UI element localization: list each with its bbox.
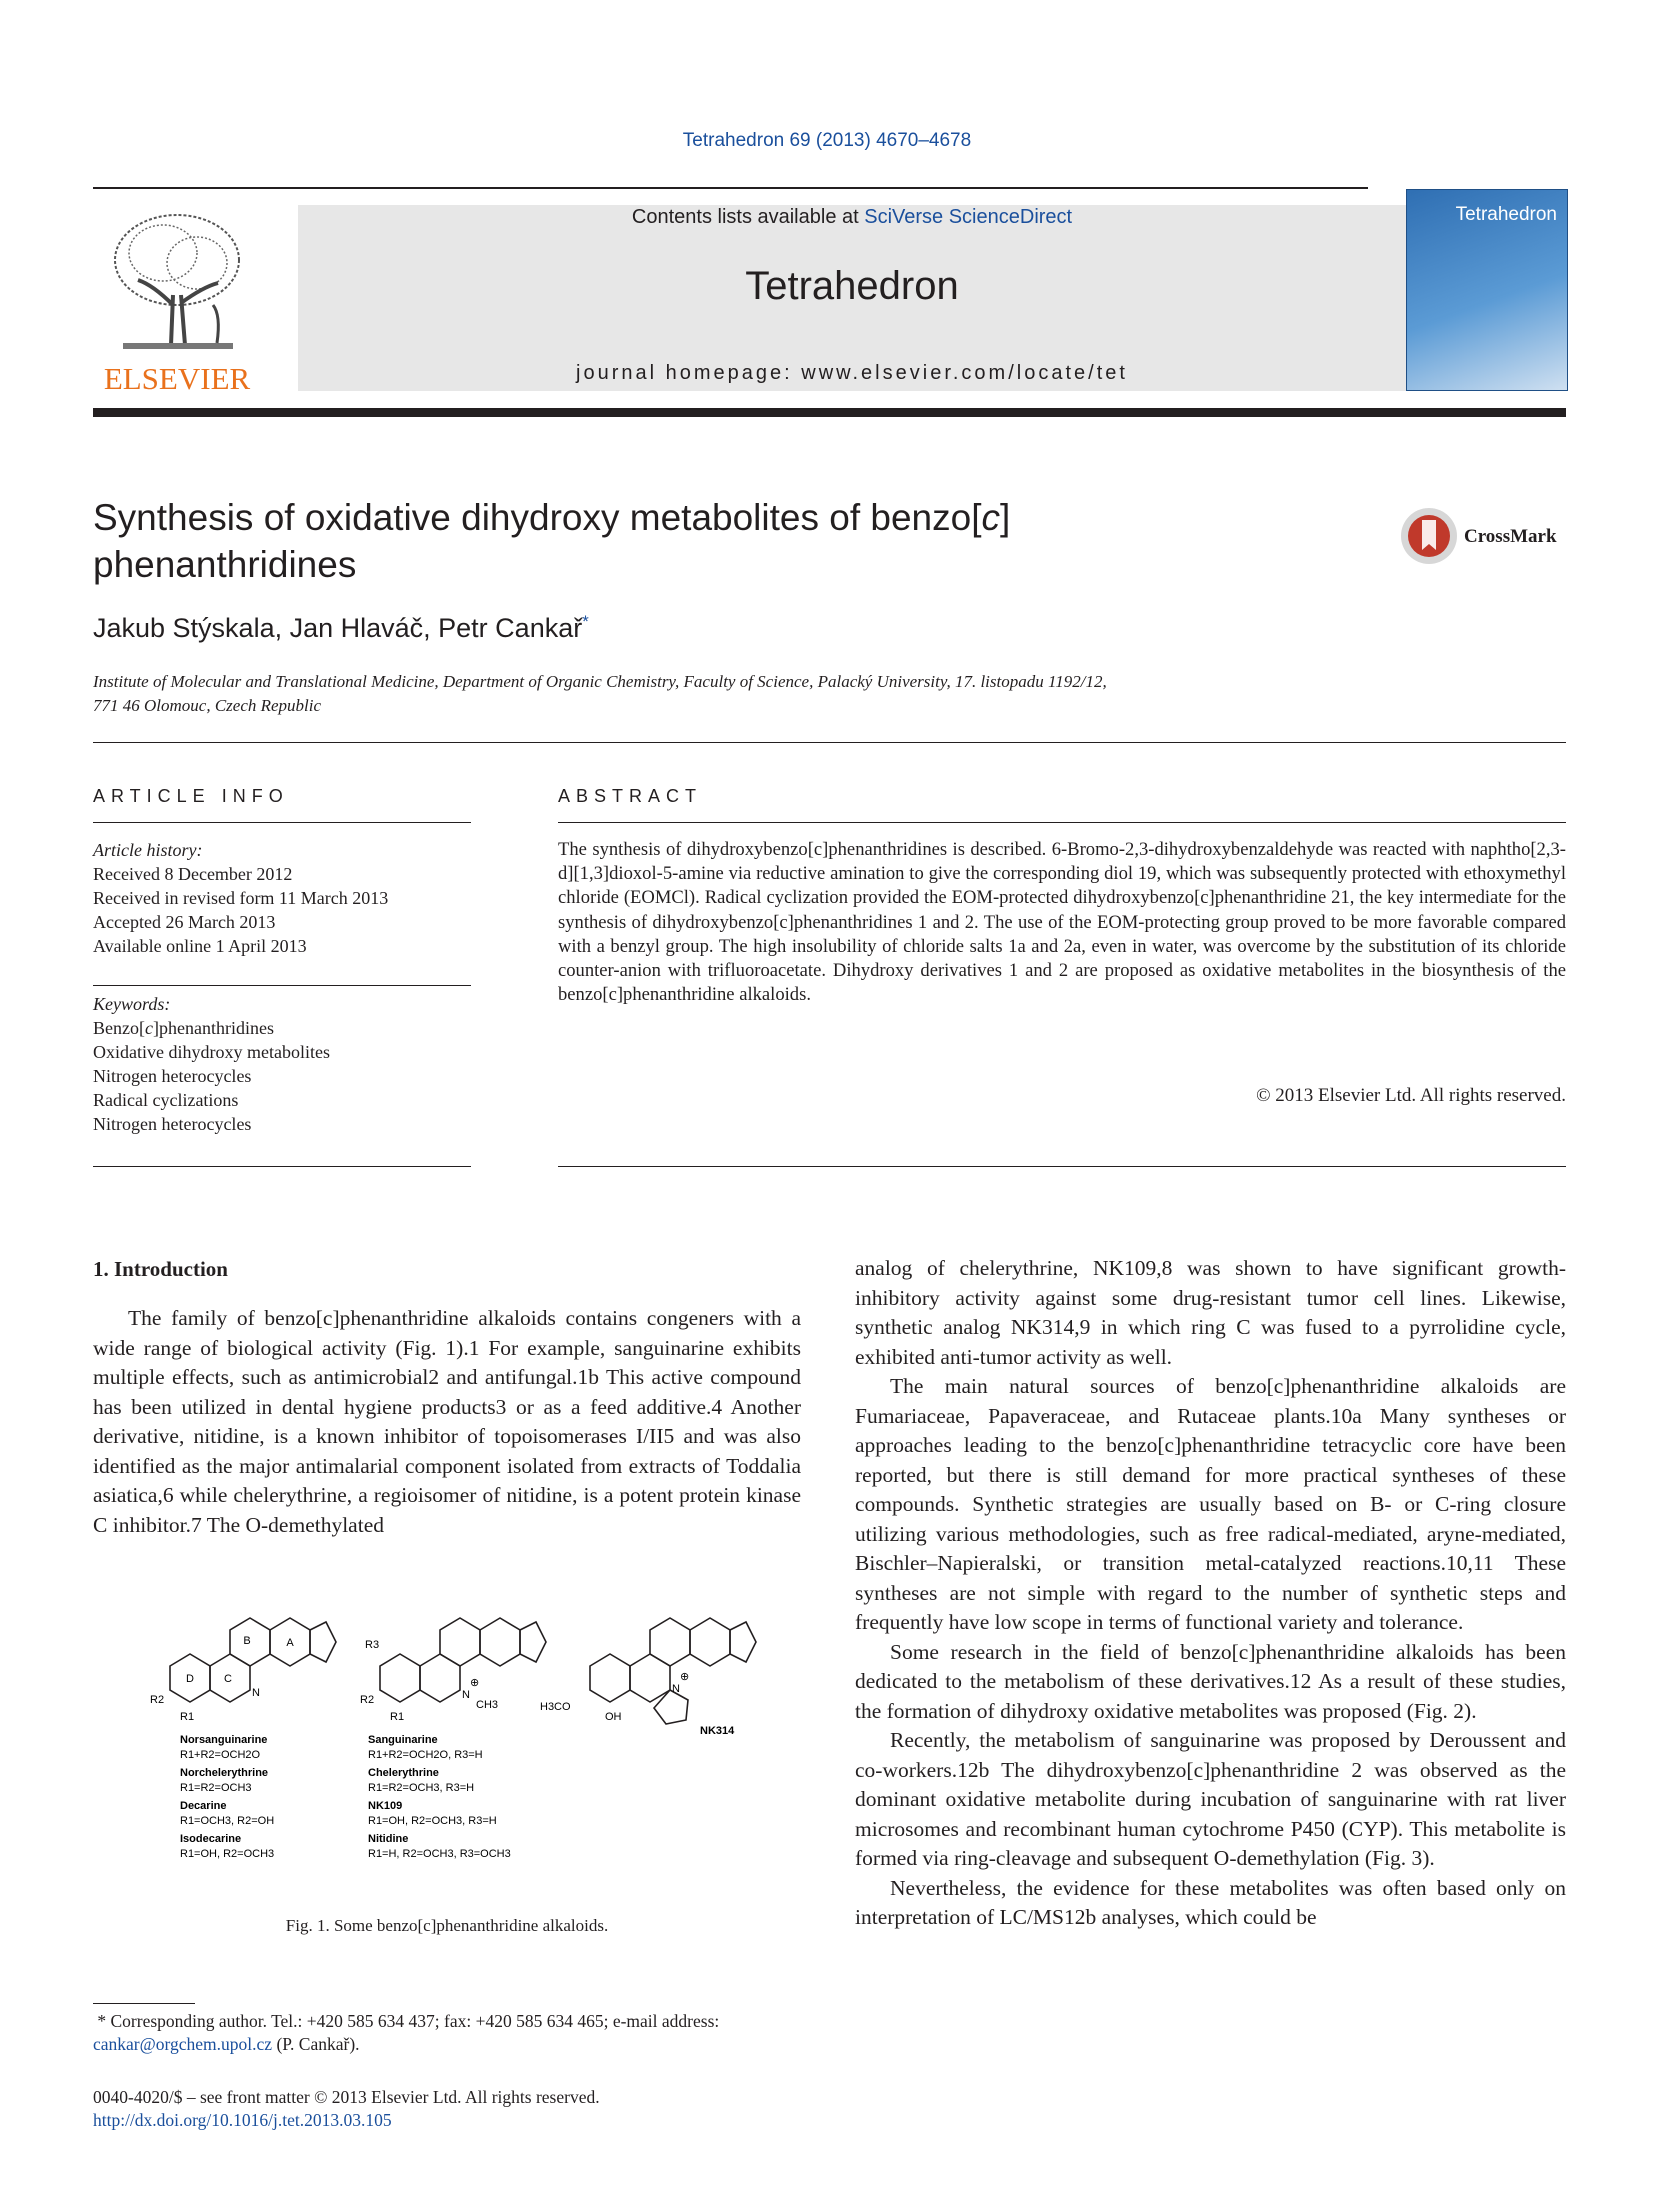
substituent-label: OH [605, 1711, 622, 1723]
compound-list-right [368, 1734, 511, 1860]
charge-label: ⊕ [470, 1677, 480, 1689]
compound-name: Decarine [180, 1800, 227, 1812]
intro-paragraph: analog of chelerythrine, NK109,8 was shown to have significant growth-inhibitory activity against some drug-resistant tumor cell lines. Likewise, synthetic analog NK314,9 in which ring C was fused to a pyrrolidine cycle, exhibited anti-tumor activity as well. [855, 1256, 1566, 1369]
substituent-label: R3 [365, 1639, 380, 1651]
abstract-bottom-rule [558, 1166, 1566, 1167]
issn-line: 0040-4020/$ – see front matter © 2013 Elsevier Ltd. All rights reserved. [93, 2087, 600, 2107]
doi-link[interactable]: http://dx.doi.org/10.1016/j.tet.2013.03.105 [93, 2110, 392, 2130]
affiliation-line-2: 771 46 Olomouc, Czech Republic [93, 696, 322, 715]
intro-paragraph: Nevertheless, the evidence for these metabolites was often based only on interpretation of LC/MS12b analyses, which could be [855, 1875, 1566, 1929]
elsevier-tree-logo [93, 205, 261, 395]
contents-prefix: Contents lists available at [631, 206, 865, 228]
substituent-label: R1 [180, 1711, 195, 1723]
history-label: Article history: [93, 840, 203, 860]
journal-citation[interactable]: Tetrahedron 69 (2013) 4670–4678 [682, 130, 972, 151]
article-info-heading: ARTICLE INFO [93, 786, 289, 806]
intro-paragraph: The family of benzo[c]phenanthridine alkaloids contains congeners with a wide range of biological activity (Fig. 1).1 For example, sanguinarine exhibits multiple effects, such as antimicrobial2 and antifungal.1b This active compound has been utilized in dental hygiene products3 or as a feed additive.4 Another derivative, nitidine, is a known inhibitor of topoisomerases I/II5 and was also identified as the major antimalarial component isolated from extracts of Toddalia asiatica,6 while chelerythrine, a regioisomer of nitidine, is a potent protein kinase C inhibitor.7 The O-demethylated [93, 1306, 801, 1537]
corresponding-author-mark[interactable]: * [582, 612, 589, 631]
keyword-item: Nitrogen heterocycles [93, 1114, 252, 1134]
compound-name: Isodecarine [180, 1833, 242, 1845]
substituent-label: R1 [390, 1711, 405, 1723]
compound-subs: R1=R2=OCH3, R3=H [368, 1782, 475, 1794]
keyword-item: Oxidative dihydroxy metabolites [93, 1042, 330, 1062]
atom-label: N [672, 1683, 680, 1695]
compound-subs: R1=H, R2=OCH3, R3=OCH3 [368, 1848, 511, 1860]
compound-subs: R1=OCH3, R2=OH [180, 1815, 275, 1827]
keyword-item: Radical cyclizations [93, 1090, 239, 1110]
substituent-label: CH3 [476, 1699, 499, 1711]
abstract-rule [558, 822, 1566, 823]
compound-subs: R1+R2=OCH2O, R3=H [368, 1749, 483, 1761]
structure-nk314 [590, 1618, 756, 1724]
figure-1-caption: Fig. 1. Some benzo[c]phenanthridine alkaloids. [285, 1916, 609, 1935]
compound-name: Chelerythrine [368, 1767, 439, 1779]
figure-1-structures [140, 1608, 820, 1908]
crossmark-badge[interactable] [1399, 506, 1569, 566]
article-history [93, 838, 388, 958]
affiliation-line-1: Institute of Molecular and Translational Medicine, Department of Organic Chemistry, Faculty of Science, Palacký University, 17. listopadu 1192/12, [93, 672, 1107, 691]
ring-label-b: B [243, 1635, 251, 1647]
compound-subs: R1=OH, R2=OCH3, R3=H [368, 1815, 497, 1827]
keywords-rule [93, 1166, 471, 1167]
article-info-rule [93, 822, 471, 823]
article-title: Synthesis of oxidative dihydroxy metabolites of benzo[c] phenanthridines [93, 497, 1011, 585]
header-thick-rule [93, 408, 1566, 417]
keyword-item: Benzo[c]phenanthridines [93, 1018, 274, 1038]
charge-label: ⊕ [680, 1671, 690, 1683]
nk314-label: NK314 [700, 1725, 735, 1737]
footnote-mark: * [97, 2011, 107, 2031]
intro-paragraph: Recently, the metabolism of sanguinarine was proposed by Deroussent and co-workers.12b The dihydroxybenzo[c]phenanthridine 2 was observed as the dominant oxidative metabolite during incubation of sanguinarine with rat liver microsomes and recombinant human cytochrome P450 (CYP). This metabolite is formed via ring-cleavage and subsequent O-demethylation (Fig. 3). [855, 1728, 1566, 1870]
compound-name: Nitidine [368, 1833, 409, 1845]
history-rule [93, 985, 471, 986]
top-rule [93, 187, 1368, 189]
compound-name: Sanguinarine [368, 1734, 438, 1746]
substituent-label: R2 [150, 1694, 165, 1706]
cover-title: Tetrahedron [1455, 204, 1557, 225]
footnote-rule [93, 2003, 195, 2004]
crossmark-label: CrossMark [1464, 526, 1557, 547]
journal-homepage[interactable]: journal homepage: www.elsevier.com/locate/tet [576, 362, 1128, 384]
section-heading-introduction: 1. Introduction [93, 1257, 228, 1281]
authors: Jakub Stýskala, Jan Hlaváč, Petr Cankař [93, 613, 583, 643]
ring-label-a: A [286, 1637, 294, 1649]
elsevier-wordmark: ELSEVIER [103, 361, 251, 395]
intro-left-column [93, 1304, 801, 1540]
footnote [93, 2010, 801, 2056]
corresponding-email-link[interactable]: cankar@orgchem.upol.cz [93, 2034, 273, 2054]
keywords-label: Keywords: [93, 994, 171, 1014]
substituent-label: H3CO [540, 1701, 571, 1713]
history-item: Received in revised form 11 March 2013 [93, 888, 389, 908]
ring-label-c: C [224, 1673, 232, 1685]
sciencedirect-link[interactable]: SciVerse ScienceDirect [864, 206, 1073, 228]
contents-line [298, 206, 1406, 229]
abstract-copyright: © 2013 Elsevier Ltd. All rights reserved. [1256, 1085, 1566, 1106]
history-item: Received 8 December 2012 [93, 864, 293, 884]
journal-name: Tetrahedron [745, 264, 959, 308]
footnote-text: Corresponding author. Tel.: +420 585 634 437; fax: +420 585 634 465; e-mail address: [110, 2011, 720, 2031]
ring-label-d: D [186, 1673, 194, 1685]
author-list [93, 613, 589, 644]
atom-label: N [252, 1687, 260, 1699]
history-item: Accepted 26 March 2013 [93, 912, 276, 932]
keyword-item: Nitrogen heterocycles [93, 1066, 252, 1086]
compound-name: NK109 [368, 1800, 403, 1812]
keywords [93, 992, 330, 1136]
intro-paragraph: The main natural sources of benzo[c]phenanthridine alkaloids are Fumariaceae, Papaveraceae, and Rutaceae plants.10a Many syntheses or approaches leading to the benzo[c]phenanthridine tetracyclic core have been reported, but there is still demand for more practical syntheses of these compounds. Synthetic strategies are usually based on B- or C-ring closure utilizing various methodologies, such as free radical-mediated, aryne-mediated, Bischler–Napieralski, or transition metal-catalyzed reactions.10,11 These syntheses are not simple with regard to the number of synthetic steps and frequently have low scope in terms of functional variety and tolerance. [855, 1374, 1566, 1634]
affiliation-rule [93, 742, 1566, 743]
footnote-suffix: (P. Cankař). [272, 2034, 360, 2054]
compound-subs: R1=OH, R2=OCH3 [180, 1848, 275, 1860]
atom-label: N [462, 1689, 470, 1701]
compound-name: Norsanguinarine [180, 1734, 268, 1746]
affiliation [93, 670, 1293, 718]
bottom-info [93, 2086, 600, 2132]
abstract-heading: ABSTRACT [558, 786, 703, 806]
substituent-label: R2 [360, 1694, 375, 1706]
intro-paragraph: Some research in the field of benzo[c]phenanthridine alkaloids has been dedicated to the metabolism of these derivatives.12 As a result of these studies, the formation of dihydroxy oxidative metabolites was proposed (Fig. 2). [855, 1639, 1566, 1723]
compound-subs: R1=R2=OCH3 [180, 1782, 252, 1794]
abstract-text: The synthesis of dihydroxybenzo[c]phenanthridines is described. 6-Bromo-2,3-dihydroxybenzaldehyde was reacted with naphtho[2,3-d][1,3]dioxol-5-amine via reductive amination to give the corresponding diol 19, which was subsequently protected with ethoxymethyl chloride (EOMCl). Radical cyclization provided the EOM-protected dihydroxybenzo[c]phenanthridine 21, the key intermediate for the synthesis of dihydroxybenzo[c]phenanthridines 1 and 2. The use of the EOM-protecting group proved to be more favorable compared with a benzyl group. The high insolubility of chloride salts 1a and 2a, even in water, was overcome by the substitution of its chloride counter-anion with trifluoroacetate. Dihydroxy derivatives 1 and 2 are proposed as oxidative metabolites in the biosynthesis of the benzo[c]phenanthridine alkaloids. [558, 839, 1566, 1006]
compound-name: Norchelerythrine [180, 1767, 269, 1779]
compound-list-left [180, 1734, 274, 1860]
compound-subs: R1+R2=OCH2O [180, 1749, 261, 1761]
intro-right-column [855, 1254, 1566, 1933]
journal-cover-thumbnail [1406, 189, 1568, 391]
history-item: Available online 1 April 2013 [93, 936, 307, 956]
